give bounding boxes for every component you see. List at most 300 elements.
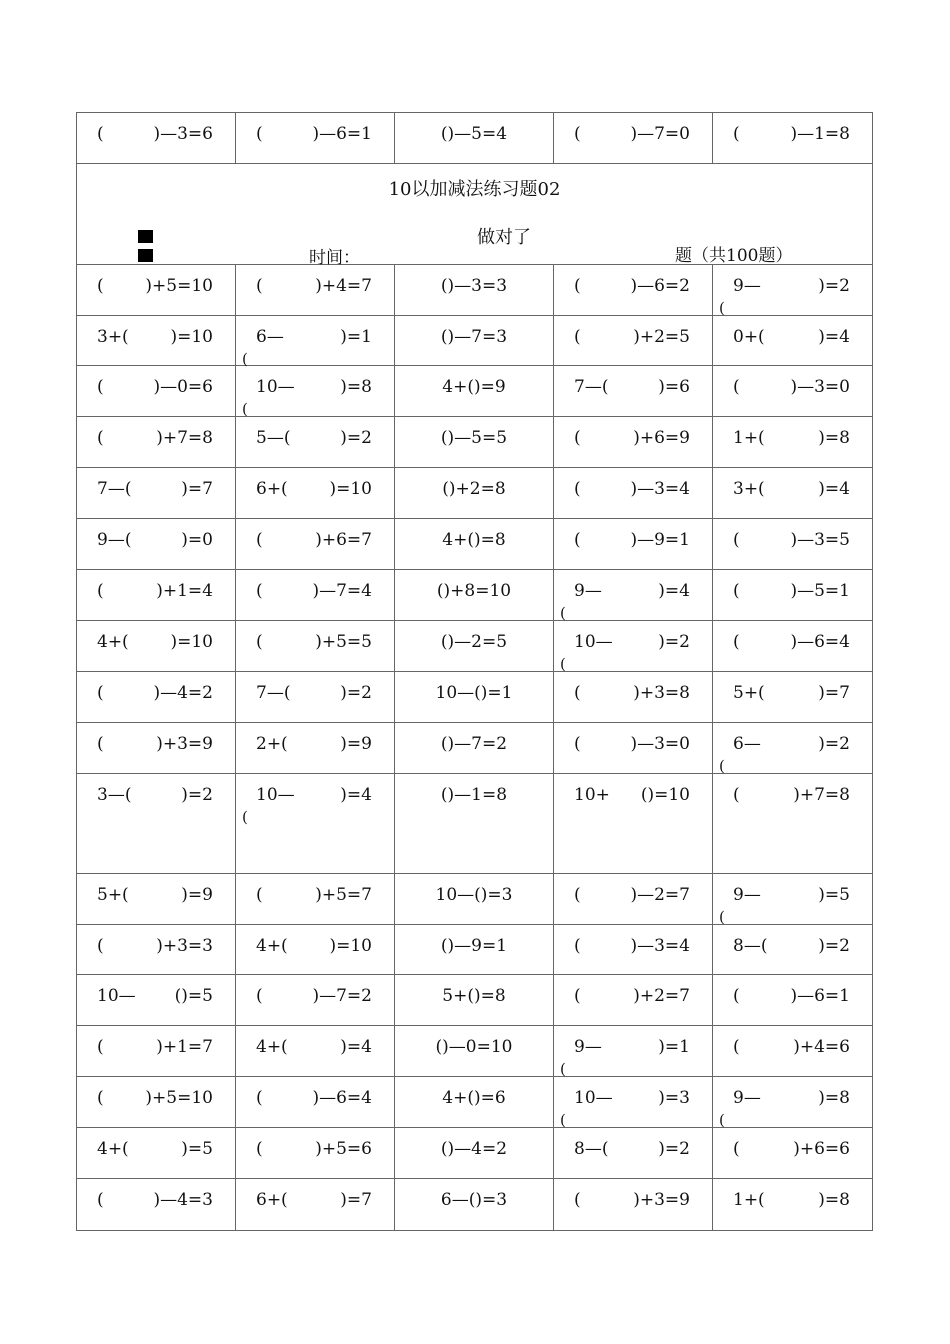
equation-part: )=4 [658, 581, 690, 601]
equation-cell [713, 1077, 872, 1127]
equation-cell [395, 316, 554, 365]
equation-cell [713, 774, 872, 873]
equation-part: 4+( [97, 1139, 129, 1159]
equation-cell [554, 417, 713, 467]
equation-cell [395, 468, 554, 518]
equation-part: ( [733, 986, 740, 1006]
equation-part: 5+()=8 [442, 986, 506, 1006]
equation-part: ( [719, 757, 725, 775]
equation-cell [236, 975, 395, 1025]
table-row [77, 1077, 872, 1128]
equation-cell [77, 417, 236, 467]
equation-cell [713, 672, 872, 722]
equation-cell [554, 366, 713, 416]
equation-part: )—3=5 [790, 530, 850, 550]
equation-cell [236, 1077, 395, 1127]
equation-cell [236, 316, 395, 368]
equation-part: )—3=4 [630, 479, 690, 499]
correct-count-label: 做对了 [477, 227, 531, 248]
equation-cell [554, 1179, 713, 1230]
table-row [77, 874, 872, 925]
equation-cell [77, 1179, 236, 1230]
equation-part: 0+( [733, 327, 765, 347]
equation-part: 9— [574, 1037, 602, 1057]
equation-cell [77, 672, 236, 722]
equation-part: ( [574, 885, 581, 905]
problem-rows [77, 265, 872, 1230]
equation-part: ( [97, 428, 104, 448]
equation-part: ( [242, 400, 248, 418]
equation-part: )=10 [170, 327, 213, 347]
equation-cell [713, 1128, 872, 1178]
equation-part: 10—()=1 [435, 683, 513, 703]
equation-part: ( [256, 986, 263, 1006]
equation-cell [395, 672, 554, 722]
equation-part: 8—( [733, 936, 768, 956]
equation-cell [77, 1077, 236, 1127]
equation-cell [77, 975, 236, 1025]
equation-part: 5—( [256, 428, 291, 448]
equation-cell [236, 570, 395, 620]
equation-part: )=8 [818, 1088, 850, 1108]
equation-part: 9— [733, 276, 761, 296]
table-row [77, 316, 872, 366]
equation-cell [554, 874, 713, 924]
equation-part: ( [719, 1111, 725, 1129]
equation-part: )=2 [818, 936, 850, 956]
equation-part: )=4 [340, 785, 372, 805]
equation-part: ( [97, 377, 104, 397]
equation-cell [395, 366, 554, 416]
equation-cell [554, 468, 713, 518]
equation-part: )+7=8 [793, 785, 850, 805]
table-row [77, 570, 872, 621]
equation-cell [713, 316, 872, 365]
equation-part: )—4=2 [153, 683, 213, 703]
worksheet-table [76, 112, 873, 1231]
equation-part: ()+2=8 [442, 479, 506, 499]
equation-cell [395, 975, 554, 1025]
equation-part: 6— [733, 734, 761, 754]
equation-part: 9—( [97, 530, 132, 550]
equation-cell [554, 774, 713, 873]
equation-part: )—1=8 [790, 124, 850, 144]
equation-part: )=4 [818, 479, 850, 499]
equation-part: ( [733, 785, 740, 805]
equation-cell [395, 774, 554, 873]
equation-part: ()—7=3 [440, 327, 508, 347]
equation-part: 5+( [97, 885, 129, 905]
time-label: 时间： [309, 248, 360, 268]
equation-part: 10—()=3 [435, 885, 513, 905]
equation-part: ( [719, 908, 725, 926]
equation-part: )=7 [181, 479, 213, 499]
equation-part: )=6 [658, 377, 690, 397]
worksheet-header [77, 164, 872, 268]
equation-cell [236, 113, 395, 163]
equation-part: )+3=8 [633, 683, 690, 703]
equation-part: ( [733, 632, 740, 652]
equation-part: )—6=1 [790, 986, 850, 1006]
equation-part: )=8 [818, 1190, 850, 1210]
equation-cell [77, 1026, 236, 1076]
equation-part: ( [256, 632, 263, 652]
equation-part: )—6=2 [630, 276, 690, 296]
equation-part: 4+()=8 [442, 530, 506, 550]
equation-cell [395, 1077, 554, 1127]
equation-part: )+3=3 [156, 936, 213, 956]
equation-part: )=10 [329, 479, 372, 499]
equation-part: )—7=4 [312, 581, 372, 601]
equation-part: )+7=8 [156, 428, 213, 448]
equation-part: ( [574, 428, 581, 448]
equation-part: ()—0=10 [435, 1037, 513, 1057]
equation-cell [395, 417, 554, 467]
equation-part: )—4=3 [153, 1190, 213, 1210]
equation-part: ()—9=1 [440, 936, 508, 956]
equation-part: ( [574, 986, 581, 1006]
equation-cell [77, 1128, 236, 1178]
equation-part: )—7=2 [312, 986, 372, 1006]
equation-cell [77, 366, 236, 416]
black-square-icon [138, 230, 153, 243]
equation-part: )=2 [818, 276, 850, 296]
table-row [77, 468, 872, 519]
equation-part: )+6=7 [315, 530, 372, 550]
equation-cell [395, 723, 554, 773]
equation-part: )=2 [658, 632, 690, 652]
equation-part: ( [242, 350, 248, 368]
equation-part: ( [256, 124, 263, 144]
equation-part: 4+( [97, 632, 129, 652]
equation-part: ()—1=8 [440, 785, 508, 805]
equation-part: )+5=5 [315, 632, 372, 652]
equation-part: 4+( [256, 1037, 288, 1057]
equation-cell [713, 570, 872, 620]
table-row [77, 672, 872, 723]
equation-part: 3—( [97, 785, 132, 805]
equation-part: )=1 [340, 327, 372, 347]
equation-part: )=2 [658, 1139, 690, 1159]
equation-part: ( [256, 581, 263, 601]
table-row [77, 1128, 872, 1179]
equation-part: 10— [97, 986, 136, 1006]
equation-part: 4+()=9 [442, 377, 506, 397]
equation-part: ( [574, 734, 581, 754]
equation-cell [713, 925, 872, 974]
equation-cell [554, 925, 713, 974]
table-row [77, 975, 872, 1026]
equation-cell [554, 570, 713, 620]
equation-part: ()—3=3 [440, 276, 508, 296]
equation-part: ()—7=2 [440, 734, 508, 754]
equation-part: ( [574, 479, 581, 499]
equation-part: ( [719, 299, 725, 317]
equation-part: )=5 [181, 1139, 213, 1159]
equation-part: )+5=7 [315, 885, 372, 905]
equation-part: ( [574, 124, 581, 144]
equation-cell [236, 672, 395, 722]
equation-part: )—0=6 [153, 377, 213, 397]
equation-part: ( [560, 655, 566, 673]
equation-cell [236, 1179, 395, 1230]
equation-cell [77, 265, 236, 315]
equation-part: ( [560, 1111, 566, 1129]
equation-part: ()=10 [640, 785, 690, 805]
equation-part: ( [574, 530, 581, 550]
equation-cell [236, 874, 395, 924]
equation-cell [77, 874, 236, 924]
equation-cell [713, 366, 872, 416]
equation-part: ( [97, 581, 104, 601]
equation-part: 7—( [256, 683, 291, 703]
table-row [77, 774, 872, 874]
equation-part: )=4 [340, 1037, 372, 1057]
table-row [77, 113, 872, 164]
equation-cell [236, 468, 395, 518]
equation-part: )=1 [658, 1037, 690, 1057]
equation-cell [77, 723, 236, 773]
equation-part: ()—4=2 [440, 1139, 508, 1159]
equation-part: 3+( [97, 327, 129, 347]
equation-cell [77, 519, 236, 569]
equation-part: )+6=9 [633, 428, 690, 448]
equation-part: ()—5=5 [440, 428, 508, 448]
equation-part: )—7=0 [630, 124, 690, 144]
equation-cell [236, 774, 395, 873]
equation-part: ( [733, 581, 740, 601]
equation-part: )=10 [329, 936, 372, 956]
equation-cell [236, 265, 395, 315]
equation-cell [77, 468, 236, 518]
equation-cell [713, 874, 872, 924]
equation-part: )—6=1 [312, 124, 372, 144]
equation-cell [77, 774, 236, 873]
equation-cell [236, 519, 395, 569]
equation-part: ( [256, 1088, 263, 1108]
equation-part: )+1=4 [156, 581, 213, 601]
equation-cell [554, 723, 713, 773]
equation-cell [395, 519, 554, 569]
equation-part: ( [97, 1088, 104, 1108]
equation-cell [554, 975, 713, 1025]
equation-cell [77, 316, 236, 365]
equation-cell [395, 621, 554, 671]
equation-cell [395, 265, 554, 315]
equation-part: )+2=7 [633, 986, 690, 1006]
equation-part: ( [560, 604, 566, 622]
equation-cell [395, 113, 554, 163]
equation-part: )=9 [181, 885, 213, 905]
equation-part: 9— [733, 1088, 761, 1108]
equation-part: 3+( [733, 479, 765, 499]
equation-part: )+3=9 [156, 734, 213, 754]
equation-part: 10— [574, 632, 613, 652]
equation-part: ( [256, 1139, 263, 1159]
equation-cell [713, 113, 872, 163]
equation-cell [554, 316, 713, 365]
equation-part: 6— [256, 327, 284, 347]
equation-part: )+3=9 [633, 1190, 690, 1210]
table-row [77, 621, 872, 672]
equation-part: )+5=6 [315, 1139, 372, 1159]
equation-part: 10+ [574, 785, 610, 805]
equation-part: 7—( [97, 479, 132, 499]
equation-cell [77, 113, 236, 163]
equation-part: ( [97, 1190, 104, 1210]
equation-part: ( [97, 683, 104, 703]
equation-part: )=8 [818, 428, 850, 448]
equation-cell [236, 723, 395, 773]
table-row [77, 265, 872, 316]
equation-part: )+1=7 [156, 1037, 213, 1057]
equation-part: 4+()=6 [442, 1088, 506, 1108]
equation-part: )—9=1 [630, 530, 690, 550]
equation-part: 4+( [256, 936, 288, 956]
equation-part: ( [97, 124, 104, 144]
equation-cell [713, 519, 872, 569]
equation-cell [554, 1026, 713, 1076]
equation-cell [395, 1179, 554, 1230]
equation-cell [713, 723, 872, 773]
equation-part: ( [242, 808, 248, 826]
equation-part: ( [97, 1037, 104, 1057]
equation-part: )+4=7 [315, 276, 372, 296]
equation-part: )=7 [340, 1190, 372, 1210]
equation-part: )=2 [340, 683, 372, 703]
equation-part: ( [574, 1190, 581, 1210]
equation-cell [554, 621, 713, 671]
equation-part: ()—5=4 [440, 124, 508, 144]
equation-part: ( [733, 1037, 740, 1057]
table-row [77, 925, 872, 975]
equation-part: )+4=6 [793, 1037, 850, 1057]
equation-part: )=2 [181, 785, 213, 805]
equation-cell [713, 621, 872, 671]
table-row [77, 723, 872, 774]
equation-cell [713, 417, 872, 467]
black-square-icon [138, 249, 153, 262]
equation-cell [395, 925, 554, 974]
equation-part: ()+8=10 [436, 581, 512, 601]
equation-cell [713, 975, 872, 1025]
equation-cell [395, 874, 554, 924]
equation-part: ( [256, 530, 263, 550]
equation-cell [554, 1077, 713, 1127]
total-questions-label: 题（共100题） [675, 246, 793, 266]
equation-part: )—5=1 [790, 581, 850, 601]
equation-cell [236, 1026, 395, 1076]
table-row [77, 1026, 872, 1077]
equation-part: 6+( [256, 479, 288, 499]
equation-part: )=0 [181, 530, 213, 550]
equation-cell [713, 1026, 872, 1076]
equation-part: )=2 [818, 734, 850, 754]
equation-part: 5+( [733, 683, 765, 703]
table-row [77, 1179, 872, 1230]
equation-cell [77, 621, 236, 671]
equation-part: 10— [256, 785, 295, 805]
equation-part: ( [733, 124, 740, 144]
equation-part: )=10 [170, 632, 213, 652]
equation-cell [554, 1128, 713, 1178]
worksheet-title: 10以加减法练习题02 [388, 179, 561, 200]
equation-cell [554, 519, 713, 569]
equation-part: 9— [733, 885, 761, 905]
table-row [77, 417, 872, 468]
equation-part: ( [574, 936, 581, 956]
equation-part: )=3 [658, 1088, 690, 1108]
equation-part: ( [574, 683, 581, 703]
equation-part: )—3=0 [630, 734, 690, 754]
equation-cell [395, 1026, 554, 1076]
equation-part: 9— [574, 581, 602, 601]
equation-part: ( [733, 530, 740, 550]
equation-part: )+2=5 [633, 327, 690, 347]
equation-part: )+5=10 [145, 276, 213, 296]
equation-part: )=7 [818, 683, 850, 703]
equation-part: 2+( [256, 734, 288, 754]
equation-part: ( [97, 936, 104, 956]
equation-part: )—2=7 [630, 885, 690, 905]
equation-part: 10— [574, 1088, 613, 1108]
equation-cell [713, 468, 872, 518]
equation-cell [554, 672, 713, 722]
equation-part: )=8 [340, 377, 372, 397]
equation-cell [236, 621, 395, 671]
equation-cell [77, 570, 236, 620]
equation-part: )=5 [818, 885, 850, 905]
equation-part: 6+( [256, 1190, 288, 1210]
equation-part: ( [97, 276, 104, 296]
equation-part: )=9 [340, 734, 372, 754]
equation-part: ( [574, 327, 581, 347]
equation-part: )—3=6 [153, 124, 213, 144]
equation-part: ( [574, 276, 581, 296]
equation-cell [713, 1179, 872, 1230]
equation-cell [236, 1128, 395, 1178]
equation-cell [713, 265, 872, 315]
equation-cell [236, 925, 395, 974]
equation-part: )—6=4 [790, 632, 850, 652]
equation-cell [395, 1128, 554, 1178]
equation-cell [77, 925, 236, 974]
equation-part: )=4 [818, 327, 850, 347]
equation-part: ( [256, 885, 263, 905]
table-row [77, 366, 872, 417]
equation-cell [554, 113, 713, 163]
equation-part: 8—( [574, 1139, 609, 1159]
equation-part: ()=5 [174, 986, 213, 1006]
equation-part: )=2 [340, 428, 372, 448]
equation-part: ()—2=5 [440, 632, 508, 652]
equation-part: ( [733, 1139, 740, 1159]
equation-part: 7—( [574, 377, 609, 397]
equation-cell [236, 366, 395, 416]
equation-cell [395, 570, 554, 620]
equation-part: )—3=4 [630, 936, 690, 956]
equation-part: ( [560, 1060, 566, 1078]
equation-part: 6—()=3 [440, 1190, 508, 1210]
equation-part: ( [256, 276, 263, 296]
equation-cell [554, 265, 713, 315]
equation-part: )—6=4 [312, 1088, 372, 1108]
equation-part: 10— [256, 377, 295, 397]
equation-cell [236, 417, 395, 467]
table-row [77, 519, 872, 570]
equation-part: 1+( [733, 1190, 765, 1210]
equation-part: )+5=10 [145, 1088, 213, 1108]
